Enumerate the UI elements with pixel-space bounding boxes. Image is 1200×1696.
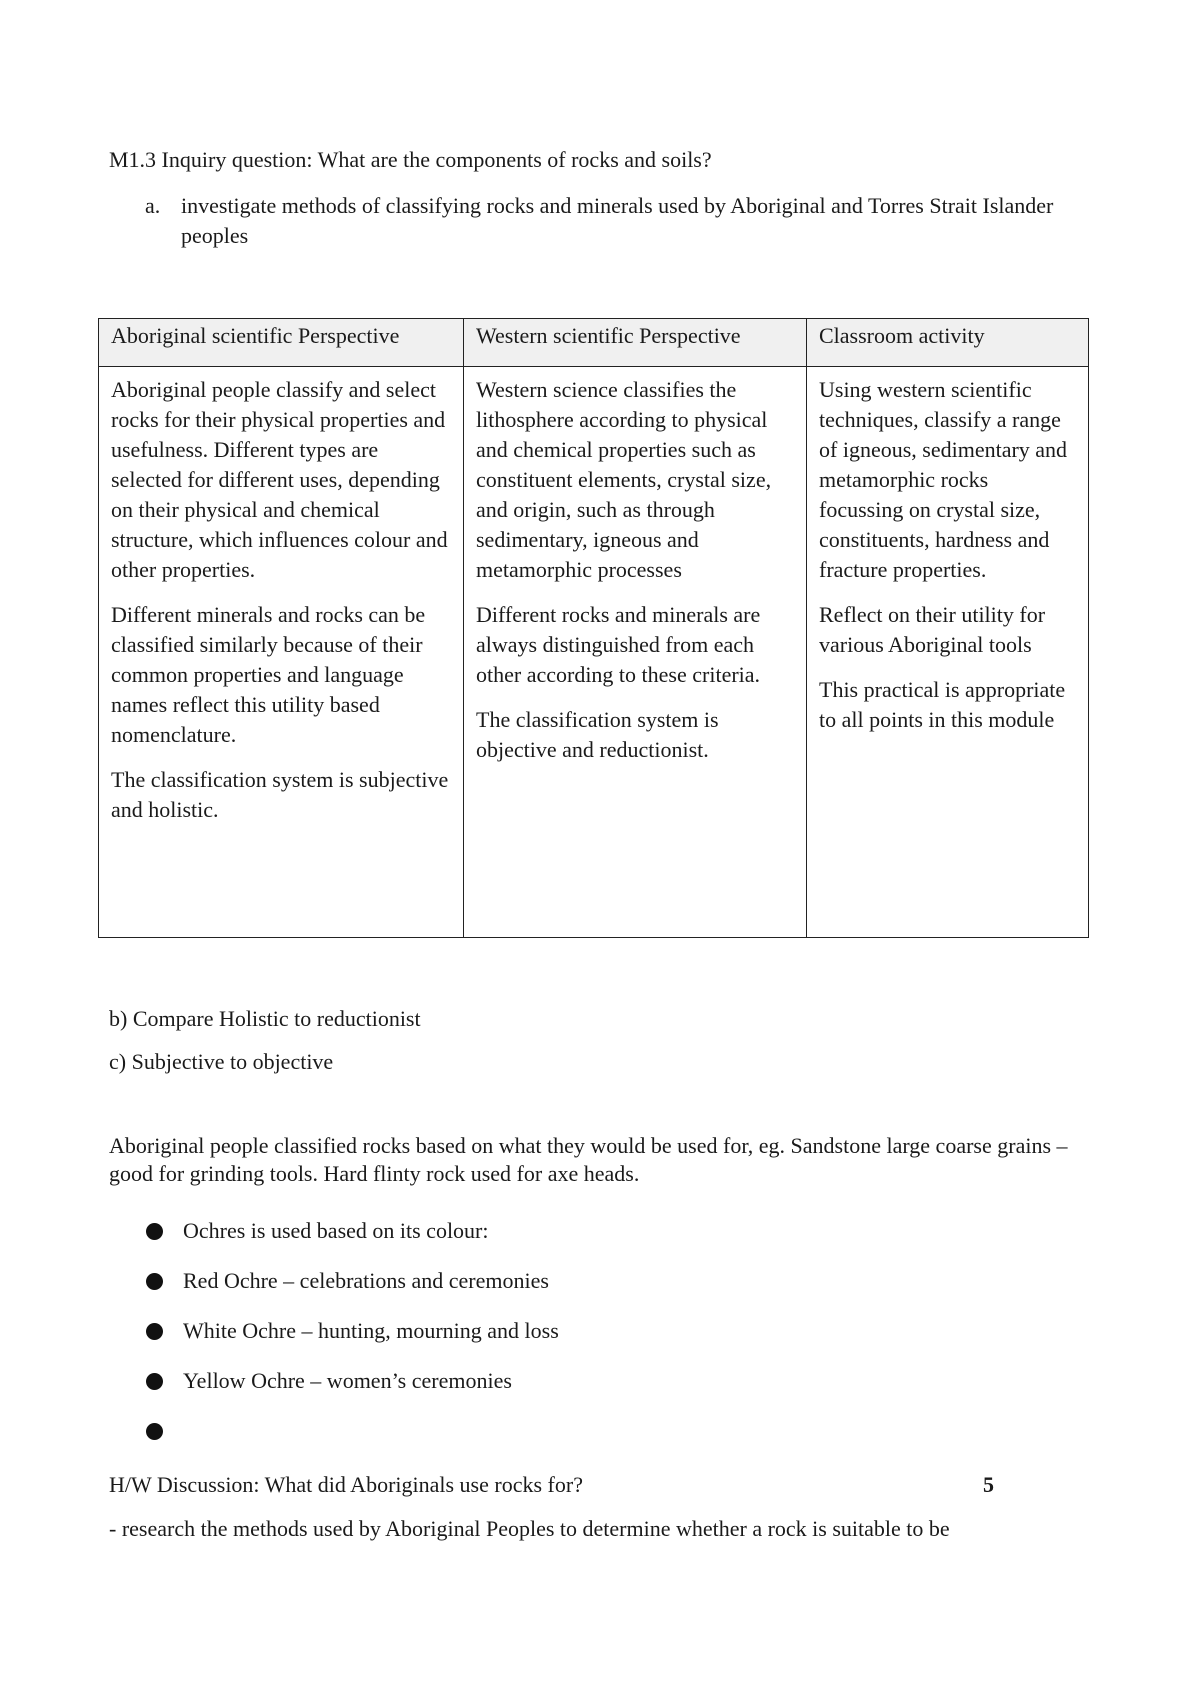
classification-paragraph: Aboriginal people classified rocks based on what they would be used for, eg. Sandstone large coarse grains – good for grinding tools. Hard flinty rock used for axe heads. — [109, 1133, 1068, 1186]
homework-points: 5 — [983, 1472, 994, 1497]
aboriginal-paragraph: Aboriginal people classify and select rocks for their physical properties and usefulness. Different types are selected for different uses, depending on their physical and chemical structure, which influences colour and other properties. — [111, 377, 448, 582]
cell-classroom-activity — [807, 367, 1089, 938]
list-item — [146, 1216, 559, 1246]
bullet-icon — [146, 1373, 163, 1390]
list-item — [146, 1266, 559, 1296]
list-item — [146, 1366, 559, 1396]
list-item-text: Ochres is used based on its colour: — [183, 1218, 489, 1243]
homework-discussion: H/W Discussion: What did Aboriginals use rocks for? — [109, 1472, 583, 1497]
western-paragraph: Different rocks and minerals are always distinguished from each other according to these criteria. — [476, 602, 761, 687]
question-b: b) Compare Holistic to reductionist — [109, 1006, 421, 1031]
western-paragraph: The classification system is objective and reductionist. — [476, 707, 719, 762]
bullet-icon — [146, 1423, 163, 1440]
table-header-row — [99, 319, 1089, 367]
list-item-text: White Ochre – hunting, mourning and loss — [183, 1318, 559, 1343]
list-item — [146, 1316, 559, 1346]
objective-text: investigate methods of classifying rocks and minerals used by Aboriginal and Torres Strait Islander peoples — [181, 193, 1054, 248]
question-c: c) Subjective to objective — [109, 1049, 334, 1074]
header-classroom-activity: Classroom activity — [807, 319, 1089, 367]
aboriginal-paragraph: The classification system is subjective and holistic. — [111, 767, 449, 822]
bullet-icon — [146, 1323, 163, 1340]
bullet-icon — [146, 1223, 163, 1240]
perspectives-table — [98, 318, 1089, 938]
header-aboriginal-perspective: Aboriginal scientific Perspective — [99, 319, 464, 367]
classroom-paragraph: Using western scientific techniques, classify a range of igneous, sedimentary and metamorphic rocks focussing on crystal size, constituents, hardness and fracture properties. — [819, 377, 1068, 582]
table-row — [99, 367, 1089, 938]
bullet-icon — [146, 1273, 163, 1290]
objective-item — [109, 191, 1089, 251]
western-paragraph: Western science classifies the lithosphere according to physical and chemical properties such as constituent elements, crystal size, and origin, such as through sedimentary, igneous and metamorphic processes — [476, 377, 772, 582]
objective-marker: a. — [145, 193, 161, 218]
list-item-text: Yellow Ochre – women’s ceremonies — [183, 1368, 512, 1393]
classroom-paragraph: Reflect on their utility for various Aboriginal tools — [819, 602, 1046, 657]
aboriginal-paragraph: Different minerals and rocks can be classified similarly because of their common properties and language names reflect this utility based nomenclature. — [111, 602, 426, 747]
cell-aboriginal-perspective — [99, 367, 464, 938]
inquiry-heading: M1.3 Inquiry question: What are the components of rocks and soils? — [109, 147, 712, 172]
list-item-text: Red Ochre – celebrations and ceremonies — [183, 1268, 549, 1293]
ochre-list — [146, 1216, 559, 1466]
list-item — [146, 1416, 559, 1446]
cell-western-perspective — [464, 367, 807, 938]
header-western-perspective: Western scientific Perspective — [464, 319, 807, 367]
homework-research: - research the methods used by Aboriginal Peoples to determine whether a rock is suitable to be — [109, 1516, 950, 1541]
classroom-paragraph: This practical is appropriate to all points in this module — [819, 677, 1066, 732]
